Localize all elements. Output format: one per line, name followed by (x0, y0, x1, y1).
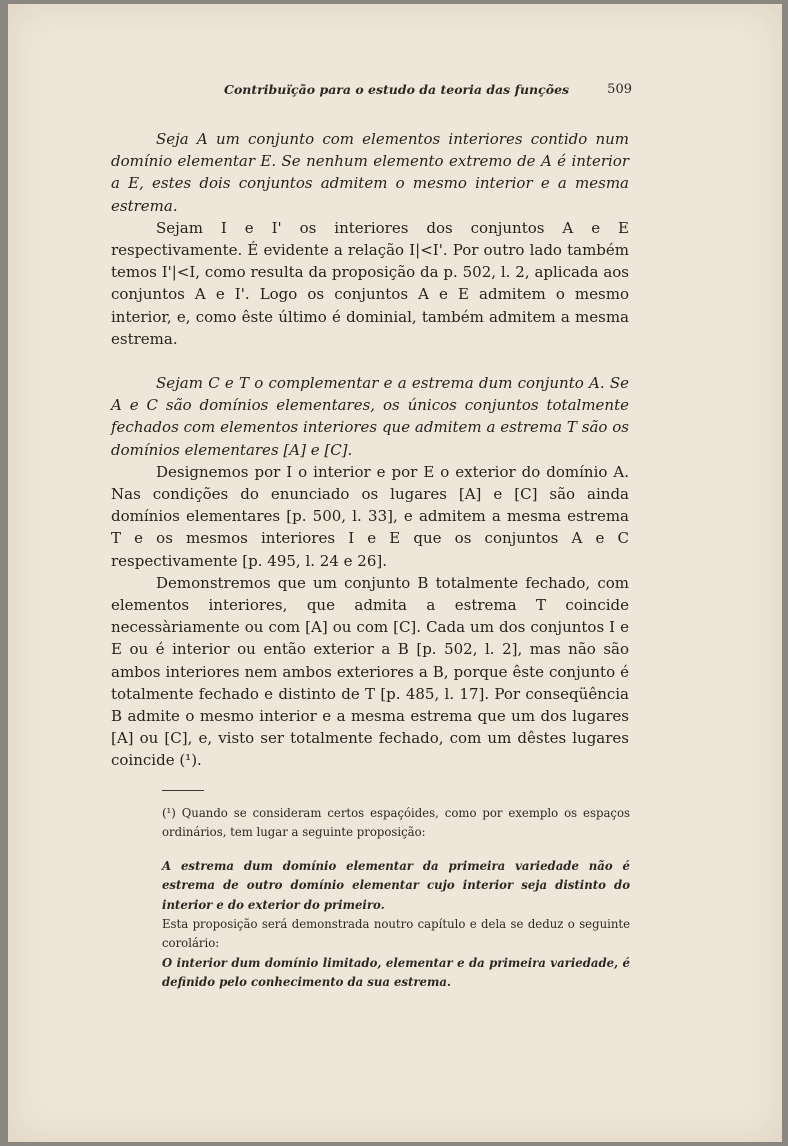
footnote-intro: (¹) Quando se consideram certos espaçóides, como por exemplo os espaços ordinários, tem lugar a seguinte proposição: (162, 806, 630, 840)
paragraph-proof-2a: Designemos por I o interior e por E o exterior do domínio A. Nas condições do enunciado os lugares [A] e [C] são ainda domínios elementares [p. 500, l. 33], e admitem a mesma estrema T e os mesmos interiores I e E que os conjuntos A e C respectivamente [p. 495, l. 24 e 26]. (111, 462, 629, 570)
book-page (8, 4, 782, 1142)
main-text (111, 128, 629, 772)
footnote-proposition: A estrema dum domínio elementar da primeira variedade não é estrema de outro domínio elementar cujo interior seja distinto do interior e do exterior do primeiro. (162, 858, 630, 912)
footnote (162, 804, 630, 993)
footnote-note: Esta proposição será demonstrada noutro capítulo e dela se deduz o seguinte corolário: (162, 917, 630, 951)
footnote-corollary: O interior dum domínio limitado, elementar e da primeira variedade, é definido pelo conhecimento da sua estrema. (162, 955, 630, 990)
paragraph-theorem-1: Seja A um conjunto com elementos interiores contido num domínio elementar E. Se nenhum elemento extremo de A é interior a E, estes dois conjuntos admitem o mesmo interior e a mesma estrema. (111, 130, 629, 215)
footnote-divider (162, 790, 204, 791)
paragraph-proof-2b: Demonstremos que um conjunto B totalmente fechado, com elementos interiores, que admita a estrema T coincide necessàriamente ou com [A] ou com [C]. Cada um dos conjuntos I e E ou é interior ou então exterior a B [p. 502, l. 2], mas não são ambos interiores nem ambos exteriores a B, porque êste conjunto é totalmente fechado e distinto de T [p. 485, l. 17]. Por conseqüência B admite o mesmo interior e a mesma estrema que um dos lugares [A] ou [C], e, visto ser totalmente fechado, com um dêstes lugares coincide (¹). (111, 573, 629, 770)
paragraph-proof-1: Sejam I e I' os interiores dos conjuntos A e E respectivamente. É evidente a relação I|<I'. Por outro lado também temos I'|<I, como resulta da proposição da p. 502, l. 2, aplicada aos conjuntos A e I'. Logo os conjuntos A e E admitem o mesmo interior, e, como êste último é dominial, também admitem a mesma estrema. (111, 218, 629, 348)
running-title: Contribuïção para o estudo da teoria das funções (224, 82, 570, 97)
paragraph-theorem-2: Sejam C e T o complementar e a estrema dum conjunto A. Se A e C são domínios elementares, os únicos conjuntos totalmente fechados com elementos interiores que admitem a estrema T são os domínios elementares [A] e [C]. (111, 374, 629, 459)
page-number: 509 (607, 82, 632, 97)
running-header (224, 82, 632, 97)
